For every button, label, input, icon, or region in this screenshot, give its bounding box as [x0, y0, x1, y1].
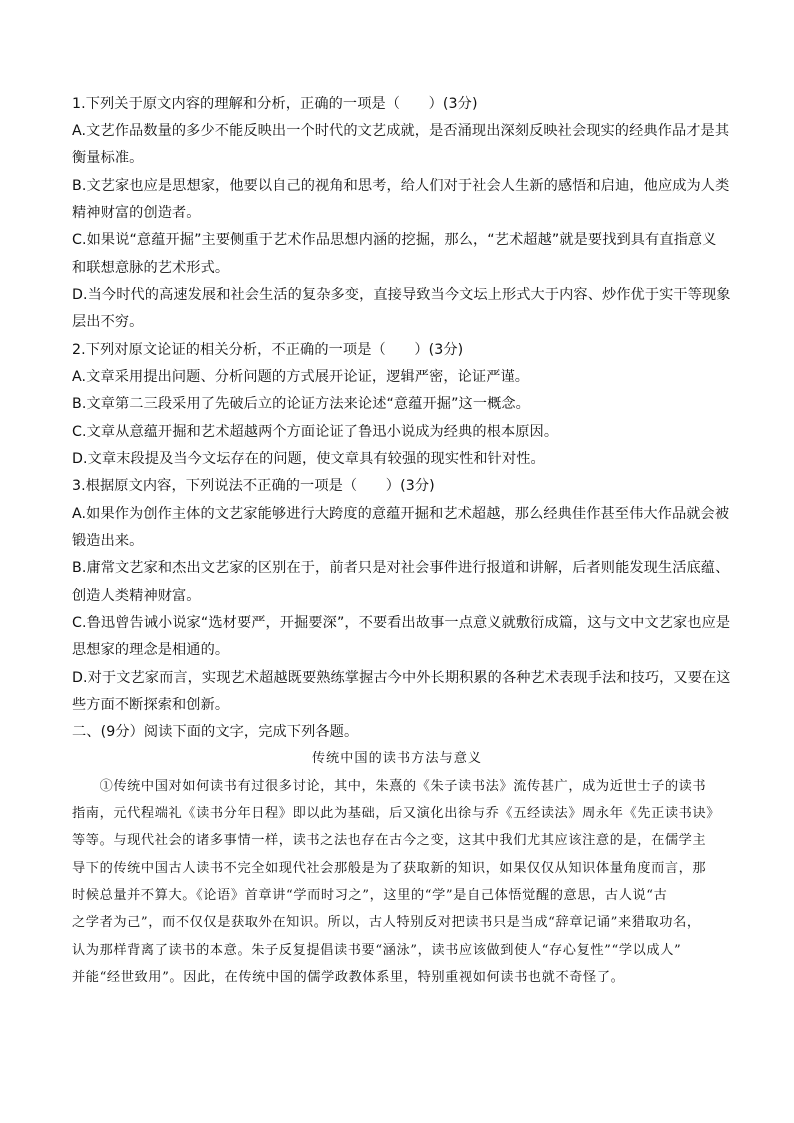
question-1-option-c: C.如果说“意蕴开掘”主要侧重于艺术作品思想内涵的挖掘，那么，“艺术超越”就是要找到具有直指意义 — [72, 232, 717, 248]
question-2-option-b: B.文章第二三段采用了先破后立的论证方法来论述“意蕴开掘”这一概念。 — [72, 396, 530, 412]
question-1-stem: 1.下列关于原文内容的理解和分析，正确的一项是（ ）(3分) — [72, 96, 478, 112]
question-2-stem: 2.下列对原文论证的相关分析，不正确的一项是（ ）(3分) — [72, 342, 464, 358]
question-3-option-b-continued: 创造人类精神财富。 — [72, 588, 201, 604]
question-2-option-c: C.文章从意蕴开掘和艺术超越两个方面论证了鲁迅小说成为经典的根本原因。 — [72, 424, 559, 440]
passage-paragraph-line-4: 导下的传统中国古人读书不完全如现代社会那般是为了获取新的知识，如果仅仅从知识体量角度而言，那 — [72, 861, 707, 876]
passage-title: 传统中国的读书方法与意义 — [311, 751, 483, 766]
question-1-option-c-continued: 和联想意脉的艺术形式。 — [72, 260, 230, 276]
question-1-option-a: A.文艺作品数量的多少不能反映出一个时代的文艺成就，是否涌现出深刻反映社会现实的经典作品才是其 — [72, 123, 730, 139]
question-3-option-c: C.鲁迅曾告诫小说家“选材要严，开掘要深”，不要看出故事一点意义就敷衍成篇，这与文中文艺家也应是 — [72, 615, 731, 631]
question-3-option-d: D.对于文艺家而言，实现艺术超越既要熟练掌握古今中外长期积累的各种艺术表现手法和技巧，又要在这 — [72, 670, 731, 686]
passage-paragraph-line-8: 并能“经世致用”。因此，在传统中国的儒学政教体系里，特别重视如何读书也就不奇怪了。 — [72, 970, 625, 985]
passage-paragraph-line-5: 时候总量并不算大。《论语》首章讲“学而时习之”，这里的“学”是自己体悟觉醒的意思，古人说“古 — [72, 888, 668, 903]
question-1-option-b-continued: 精神财富的创造者。 — [72, 205, 201, 221]
question-3-option-c-continued: 思想家的理念是相通的。 — [72, 642, 230, 658]
section-2-heading: 二、(9分）阅读下面的文字，完成下列各题。 — [72, 724, 359, 740]
question-3-option-d-continued: 些方面不断探索和创新。 — [72, 697, 230, 713]
question-3-option-a-continued: 锻造出来。 — [72, 533, 144, 549]
question-2-option-d: D.文章末段提及当今文坛存在的问题，使文章具有较强的现实性和针对性。 — [72, 451, 545, 467]
question-3-option-a: A.如果作为创作主体的文艺家能够进行大跨度的意蕴开掘和艺术超越，那么经典佳作甚至伟大作品就会被 — [72, 506, 730, 522]
question-1-option-d: D.当今时代的高速发展和社会生活的复杂多变，直接导致当今文坛上形式大于内容、炒作优于实干等现象 — [72, 287, 731, 303]
passage-paragraph-line-2: 指南，元代程端礼《读书分年日程》即以此为基础，后又演化出徐与乔《五经读法》周永年《先正读书诀》 — [72, 806, 721, 821]
question-3-stem: 3.根据原文内容，下列说法不正确的一项是（ ）(3分) — [72, 478, 435, 494]
passage-paragraph-line-3: 等等。与现代社会的诸多事情一样，读书之法也存在古今之变，这其中我们尤其应该注意的是，在儒学主 — [72, 833, 707, 848]
question-1-option-a-continued: 衡量标准。 — [72, 150, 144, 166]
passage-paragraph-line-1: ①传统中国对如何读书有过很多讨论，其中，朱熹的《朱子读书法》流传甚广，成为近世士子的读书 — [72, 779, 707, 794]
passage-paragraph-line-6: 之学者为己”，而不仅仅是获取外在知识。所以，古人特别反对把读书只是当成“辞章记诵”来猎取功名， — [72, 915, 701, 930]
passage-paragraph-line-7: 认为那样背离了读书的本意。朱子反复提倡读书要“涵泳”，读书应该做到使人“存心复性”“学以成人” — [72, 943, 682, 958]
question-1-option-b: B.文艺家也应是思想家，他要以自己的视角和思考，给人们对于社会人生新的感悟和启迪，他应成为人类 — [72, 178, 730, 194]
question-1-option-d-continued: 层出不穷。 — [72, 314, 144, 330]
question-3-option-b: B.庸常文艺家和杰出文艺家的区别在于，前者只是对社会事件进行报道和讲解，后者则能发现生活底蕴、 — [72, 560, 730, 576]
question-2-option-a: A.文章采用提出问题、分析问题的方式展开论证，逻辑严密，论证严谨。 — [72, 369, 530, 385]
